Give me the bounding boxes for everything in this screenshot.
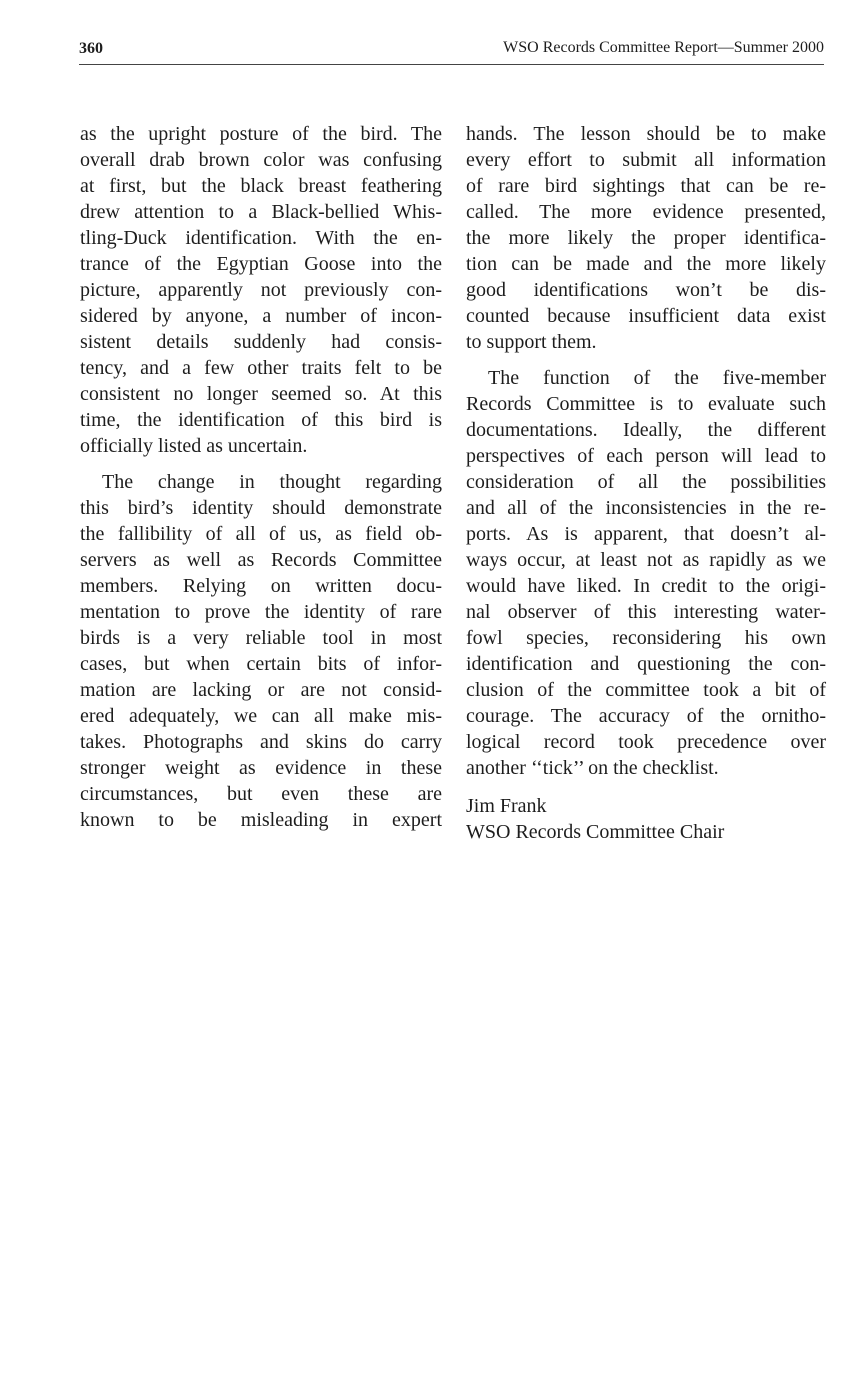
text-line: tency, and a few other traits felt to be (80, 357, 442, 379)
text-line: mentation to prove the identity of rare (80, 601, 442, 623)
paragraph-left-1 (80, 121, 442, 459)
text-line: this bird’s identity should demonstrate (80, 497, 442, 519)
text-line: called. The more evidence presented, (466, 201, 826, 223)
text-line: members. Relying on written docu- (80, 575, 442, 597)
signature-block (466, 793, 826, 845)
paragraph-gap (80, 459, 442, 469)
text-line: stronger weight as evidence in these (80, 757, 442, 779)
text-line: to support them. (466, 331, 597, 353)
text-line: picture, apparently not previously con- (80, 279, 442, 301)
text-line: the more likely the proper identifica- (466, 227, 826, 249)
text-line: time, the identification of this bird is (80, 409, 442, 431)
paragraph-gap (466, 355, 826, 365)
text-line: another ‘‘tick’’ on the checklist. (466, 757, 719, 779)
signature-name: Jim Frank (466, 795, 547, 817)
text-line: mation are lacking or are not consid- (80, 679, 442, 701)
text-line: hands. The lesson should be to make (466, 123, 826, 145)
text-line: every effort to submit all information (466, 149, 826, 171)
text-line: servers as well as Records Committee (80, 549, 442, 571)
text-line: logical record took precedence over (466, 731, 826, 753)
text-line: known to be misleading in expert (80, 809, 442, 831)
text-line: identification and questioning the con- (466, 653, 826, 675)
text-line: birds is a very reliable tool in most (80, 627, 442, 649)
text-line: circumstances, but even these are (80, 783, 442, 805)
text-line: courage. The accuracy of the ornitho- (466, 705, 826, 727)
text-line: overall drab brown color was confusing (80, 149, 442, 171)
text-line: consistent no longer seemed so. At this (80, 383, 442, 405)
text-line: at first, but the black breast feathering (80, 175, 442, 197)
text-line: The function of the five-member (488, 367, 826, 389)
text-line: officially listed as uncertain. (80, 435, 308, 457)
left-column (80, 121, 442, 833)
text-line: consideration of all the possibilities (466, 471, 826, 493)
text-line: would have liked. In credit to the origi- (466, 575, 826, 597)
text-line: ports. As is apparent, that doesn’t al- (466, 523, 826, 545)
text-line: the fallibility of all of us, as field ob- (80, 523, 442, 545)
text-line: drew attention to a Black-bellied Whis- (80, 201, 442, 223)
signature-title: WSO Records Committee Chair (466, 821, 725, 843)
paragraph-left-2 (80, 469, 442, 833)
text-line: tling-Duck identification. With the en- (80, 227, 442, 249)
text-line: and all of the inconsistencies in the re- (466, 497, 826, 519)
paragraph-right-1 (466, 121, 826, 355)
running-head (79, 38, 824, 65)
text-line: trance of the Egyptian Goose into the (80, 253, 442, 275)
right-column (466, 121, 826, 845)
text-line: ered adequately, we can all make mis- (80, 705, 442, 727)
text-line: good identifications won’t be dis- (466, 279, 826, 301)
text-line: Records Committee is to evaluate such (466, 393, 826, 415)
text-line: sidered by anyone, a number of incon- (80, 305, 442, 327)
page-number: 360 (79, 40, 103, 57)
text-line: clusion of the committee took a bit of (466, 679, 826, 701)
text-line: The change in thought regarding (102, 471, 442, 493)
text-line: sistent details suddenly had consis- (80, 331, 442, 353)
text-line: takes. Photographs and skins do carry (80, 731, 442, 753)
journal-title: WSO Records Committee Report—Summer 2000 (503, 39, 824, 56)
text-line: tion can be made and the more likely (466, 253, 826, 275)
text-line: counted because insufficient data exist (466, 305, 826, 327)
text-line: ways occur, at least not as rapidly as we (466, 549, 826, 571)
text-line: of rare bird sightings that can be re- (466, 175, 826, 197)
text-line: cases, but when certain bits of infor- (80, 653, 442, 675)
paragraph-right-2 (466, 365, 826, 781)
text-line: fowl species, reconsidering his own (466, 627, 826, 649)
text-line: nal observer of this interesting water- (466, 601, 826, 623)
text-line: perspectives of each person will lead to (466, 445, 826, 467)
text-line: as the upright posture of the bird. The (80, 123, 442, 145)
text-line: documentations. Ideally, the different (466, 419, 826, 441)
